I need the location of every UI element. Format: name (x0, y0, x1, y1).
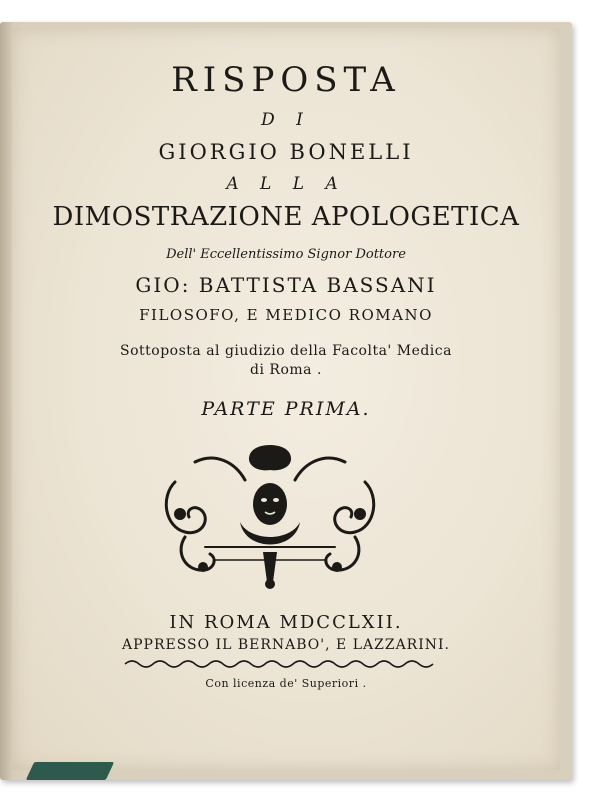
opponent-title: FILOSOFO, E MEDICO ROMANO (139, 306, 433, 324)
woodcut-ornament (155, 442, 385, 592)
imprint-printer: APPRESSO IL BERNABO', E LAZZARINI. (122, 637, 450, 653)
bookmark-ribbon (26, 762, 114, 780)
preposition-alla: A L L A (226, 174, 346, 194)
opponent-name: GIO: BATTISTA BASSANI (135, 273, 437, 297)
part-label: PARTE PRIMA. (201, 398, 371, 420)
submission-line-2: di Roma . (250, 362, 322, 378)
author-name: GIORGIO BONELLI (158, 140, 414, 164)
imprint-place-year: IN ROMA MDCCLXII. (169, 612, 403, 633)
dedication-line: Dell' Eccellentissimo Signor Dottore (166, 247, 406, 262)
license-line: Con licenza de' Superiori . (205, 677, 367, 690)
decorative-rule (120, 658, 440, 670)
preposition-di: D I (261, 110, 311, 130)
book-title: RISPOSTA (171, 60, 401, 100)
work-title: DIMOSTRAZIONE APOLOGETICA (52, 202, 520, 232)
submission-line-1: Sottoposta al giudizio della Facolta' Medica (120, 343, 452, 359)
